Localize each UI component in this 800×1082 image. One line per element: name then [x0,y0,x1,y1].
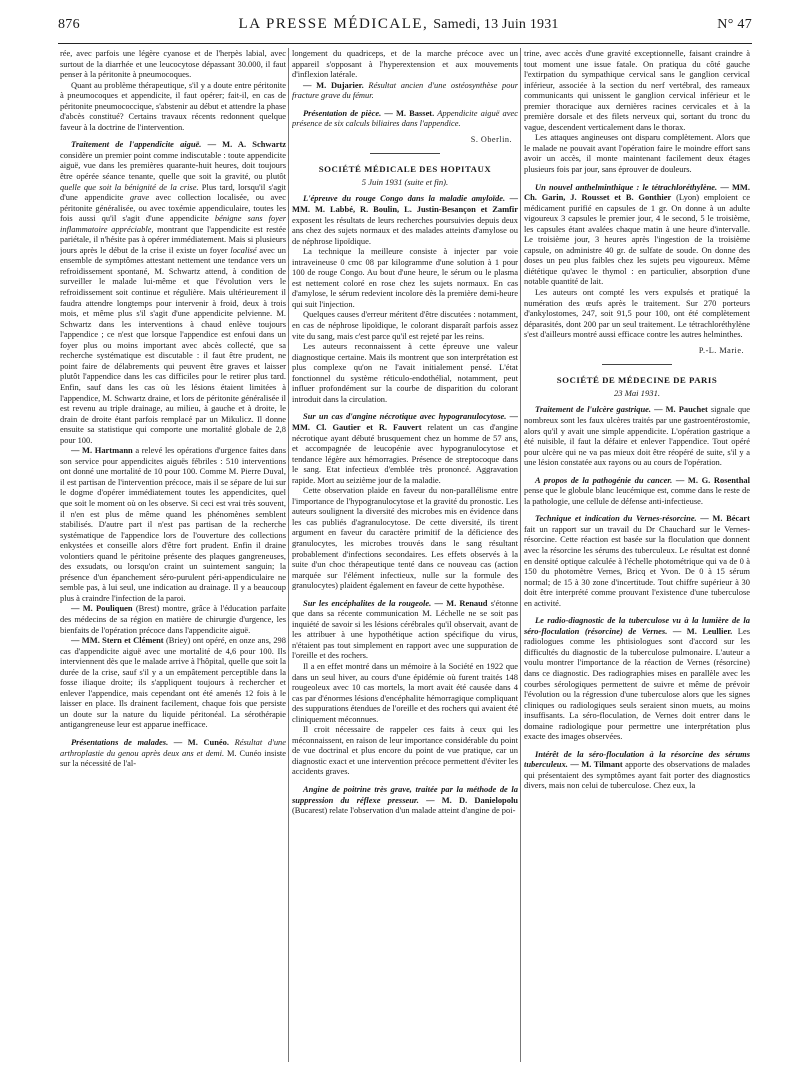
article-author: — MM. Stern et Clément [71,635,164,646]
column-divider-1 [288,48,289,1062]
section-title: SOCIÉTÉ MÉDICALE DES HOPITAUX [318,164,492,175]
paragraph: Quant au problème thérapeutique, s'il y a doute entre péritonite à pneumocoques et appendicite, il faut opérer; fait-il, en cas de péritonite pneumococcique, s'abstenir au début et attendre la phase d'abcès constitué? Certains travaux récents redonnent quelque faveur à la doctrine de l'intervention. [60,79,286,132]
text-run: exposent les résultats de leurs recherches poursuivies depuis deux ans chez des sujets normaux et des malades atteints d'amylose ou de néphrose lipoïdique. [292,214,518,246]
article-presentations [60,737,286,769]
article-author: — M. Basset. [381,107,435,118]
text-run: s'étonne que dans sa récente communication M. Léchelle ne se soit pas inquiété de savoir si les lésions cérébrales qu'il observait, avant de les attribuer à une hypothétique action spécifique du virus, n'étaient pas tout simplement en rapport avec une suppuration de l'oreille et des rochers. [292,597,518,661]
publication-line [80,16,717,33]
article-presentation-piece [292,108,518,129]
article-title: Sur un cas d'angine nécrotique avec hypogranulocytose. [303,411,507,422]
article-author: — M. Bécart [696,513,750,524]
article-appendicite [60,139,286,445]
article-rouge-congo [292,193,518,246]
article-author: — M. Pauchet [651,404,708,415]
article-title: Intérêt de la séro-floculation à la résorcine des sérums tuberculeux. [524,748,750,770]
paragraph: rée, avec parfois une légère cyanose et de l'herpès labial, avec surtout de la diarrhée et une leucocytose dépassant 30.000, il faut penser à la péritonite à pneumocoques. [60,48,286,80]
article-encephalites [292,598,518,661]
column-3 [524,48,750,1062]
column-2 [292,48,518,1062]
issue-number: N° 47 [717,17,752,32]
article-author: — M. Pouliquen [71,603,133,614]
section-rule [370,153,440,154]
article-ulcere [524,404,750,467]
text-run: localisé [230,244,257,255]
paragraph [292,80,518,101]
paragraph: Il a en effet montré dans un mémoire à la Société en 1922 que dans un seul hiver, au cours d'une épidémie où furent traités 148 rougeoleux avec 10 cas mortels, la mort avait été causée dans 4 cas par d'énormes lésions d'encéphalite hémorragique compliquant des suppurations étendues de l'oreille et des rochers qui avaient été cliniquement méconnues. [292,660,518,724]
text-run: Appendicite aiguë avec présence de six calculs biliaires dans l'appendice. [292,107,518,129]
article-author: — M. Dujarier. [303,79,364,90]
text-run: apporte des observations de malades qui présentaient des symptômes ayant fait porter des diagnostics divers, mais non celui de tuberculose. Chez eux, la [524,759,750,791]
paragraph: trine, avec accès d'une gravité exceptionnelle, faisant craindre à tout moment une issue fatale. On pratiqua du côté gauche l'extirpation du sympathique cervical sans le ganglion cervical inférieur, associée à la section du nerf vertébral, des rameaux communicants qui unissent le ganglion cervical inférieur et le premier thoracique aux dernières racines cervicales et à la première dorsale et des filets nerveux qui, sortant du tronc du vague, descendent verticalement dans le thorax. [524,48,750,132]
paragraph: Il croit nécessaire de rappeler ces faits à ceux qui les méconnaissent, en raison de leur importance considérable du point de vue doctrinal et plus encore du point de vue pratique, car un diagnostic exact et une intervention précoce permettent d'éviter les accidents graves. [292,724,518,777]
paragraph: Les auteurs ont compté les vers expulsés et pratiqué la numération des œufs après le traitement. Sur 270 porteurs d'ankylostomes, 247, soit 91,5 pour 100, ont été complètement déparasités, dont 200 par un seul traitement. Le tétrachloréthylène s'est d'ailleurs montré aussi efficace contre les autres helminthes. [524,287,750,340]
text-run: (Bucarest) relate l'observation d'un malade atteint d'angine de poi- [292,805,516,816]
article-author: — M. D. Danielopolu [418,794,518,805]
section-title: SOCIÉTÉ DE MÉDECINE DE PARIS [556,375,718,386]
article-title: Angine de poitrine très grave, traitée par la méthode de la suppression du réflexe presseur. [292,784,518,805]
article-title: Le radio-diagnostic de la tuberculose vu à la lumière de la séro-floculation (résorcine) de Vernes. [524,615,750,636]
text-run: (Briey) ont opéré, en onze ans, 298 cas d'appendicite aiguë avec une mortalité de 4,6 pour 100. Ils interviennent dès que le malade arrive à l'hôpital, quelle que soit la durée de la crise, sauf s'il y a un empâtement perceptible dans la fosse iliaque droite; ils s'appliquent toujours à rechercher et enlever l'appendice, mais cependant ont été amenés 12 fois à le laisser en place. Ils drainent facilement, chaque fois que persiste un doute sur la nature du liquide péritonéal. La sérothérapie antigangreneuse leur est apparue inefficace. [60,635,286,730]
article-title: L'épreuve du rouge Congo dans la maladie amyloïde. [303,193,506,204]
article-author: — M. A. Schwartz [207,139,286,150]
article-sero-floculation [524,749,750,791]
article-angine-necrotique [292,411,518,485]
section-date: 5 Juin 1931 (suite et fin). [361,176,449,187]
section-date: 23 Mai 1931. [613,387,661,398]
article-title: Un nouvel anthelminthique : le tétrachloréthylène. [535,181,718,192]
article-vernes-resorcine [524,513,750,608]
article-author: — M. G. Rosenthal [672,474,750,485]
page-number: 876 [58,17,80,32]
article-title: A propos de la pathogénie du cancer. [535,474,673,485]
article-cancer [524,475,750,507]
article-author: — MM. Cl. Gautier et R. Fauvert [292,411,518,432]
article-title: Présentations de malades. [71,737,169,747]
text-run: a relevé les opérations d'urgence faites dans son service pour appendicites aiguës fébriles : 510 interventions ont donné une mortalité de 10 pour 100. Comme M. Pierre Duval, il est partisan de l'intervention précoce, mais il se sépare de lui sur le dogme d'opérer immédiatement toutes les appendicites, quel que soit le moment où on les observe. Si ceci est vrai très souvent, il n'en est plus de même quand les phénomènes semblent stabilisés. D'autre part il n'est pas partisan de la recherche systématique de l'appendice lors de l'ouverture des collections enkystées et conseille alors d'être fort prudent. Enfin il draine volontiers quand le péritoine présente des plaques gangreneuses, des exsudats, ou lorsqu'on craint un suintement sanguin; la présence d'un épanchement séro-purulent péri-appendiculaire ne semble pas, à lui seul, une indication au drainage. Il y a beaucoup plus à craindre l'infection de la paroi. [60,445,286,603]
article-title: Présentation de pièce. [303,107,382,118]
text-run: montrant que l'appendicite est restée pariétale, il n'hésite pas à opérer immédiatement. Mais si plusieurs jours après le début de la crise il existe un foyer [60,223,286,255]
text-run: signale que nombreux sont les faux ulcères traités par une gastroentérostomie, alors qu'il y avait une simple appendicite. L'opération gastrique a été nuisible, il faut la défaire et enlever l'appendice. Tout opéré pour ulcère qui ne va pas mieux doit être réopéré de suite, s'il y a une lésion constatée aux rayons ou au cours de l'opération. [524,404,750,468]
text-run: avec collection localisée, ou avec péritonite généralisée, ou avec toxémie appendiculaire, toutes les fois aussi qu'il s'agit d'une appendicite [60,192,286,224]
publication-name: LA PRESSE MÉDICALE, [238,16,429,32]
text-run: Résultat d'une arthroplastie du genou après deux ans et demi. [60,737,286,758]
article-author: — MM. Ch. Garin, J. Rousset et B. Gonthier [524,181,750,203]
column-divider-2 [520,48,521,1062]
article-anthelminthique [524,182,750,287]
text-run: fait un rapport sur un travail du Dr Chauchard sur le Vernes-résorcine. Cette réaction est basée sur la floculation que donnent avec la résorcine les sérums des tuberculeux. Le résultat est donné en densité optique calculée à l'échelle photométrique qui va de 0 à 150 du photomètre Vernes, Bricq et Yvon. De 0 à 15 sérum normal; de 15 à 30 zone d'incertitude. Tout chiffre supérieur à 30 doit être interprété comme prouvant l'existence d'une tuberculose en activité. [524,523,750,608]
article-title: Sur les encéphalites de la rougeole. [303,597,432,608]
article-author: — M. Renaud [431,597,488,608]
text-run: (Brest) montre, grâce à l'éducation parfaite des médecins de sa région en matière de chirurgie d'urgence, les bienfaits de l'opération précoce dans l'appendicite aiguë. [60,603,286,635]
header-rule [58,43,752,44]
page-header [58,16,752,42]
paragraph: Les attaques angineuses ont disparu complètement. Alors que le malade ne pouvait avant l'opération faire le moindre effort sans avoir un accès, il monte maintenant facilement deux étages plusieurs fois par jour, sans éprouver de douleurs. [524,132,750,175]
column-1 [60,48,286,1062]
text-run: M. Cunéo insiste sur la nécessité de l'al- [60,747,286,769]
text-run: grave [129,192,150,203]
article-author: — M. Cunéo. [168,737,229,747]
text-run: considère un premier point comme indiscutable : toute appendicite aiguë, vue dans les premières quarante-huit heures, doit toujours être opérée séance tenante, quelle que soit la gravité, ou plutôt [60,149,286,182]
text-run: (Lyon) emploient ce médicament purifié en capsules de 1 gr. On donne à un adulte vigoureux 3 capsules le premier jour, 4 le second, 5 le troisième, les capsules étant avalées chaque matin à une heure d'intervalle. Le troisième jour, 3 heures après l'ingestion de la troisième capsule, on administre 40 gr. de sulfate de soude. On donne des doses un peu plus faibles chez les sujets peu vigoureux. Même diététique qu'avec le thymol : en particulier, absorption d'une notable quantité de lait. [524,192,750,287]
article-title: Traitement de l'appendicite aiguë. [71,139,202,150]
paragraph [60,445,286,603]
text-run: relatent un cas d'angine nécrotique ayant débuté brusquement chez un homme de 57 ans, et accompagnée de leucopénie avec hypogranulocytose et tendance légère aux hémorragies. Présence de streptocoque dans le sang. Etat infectieux d'emblée très prononcé. Aggravation rapide. Mort au seizième jour de la maladie. [292,421,518,485]
paragraph [60,603,286,635]
text-run: Les radiologues comme les phtisiologues sont d'accord sur les difficultés du diagnostic de la tuberculose pulmonaire. L'auteur a voulu montrer l'importance de la réaction de Vernes (résorcine) dans ce diagnostic. Des radiographies mises en parallèle avec les courbes sérologiques permettent de suivre et même de prévoir l'évolution ou la régression d'une tuberculose alors que les signes cliniques ou radiologiques seuls seraient sinon muets, au moins insuffisants. La séro-floculation, de Vernes doit entrer dans le domaine radiologique pour permettre une interprétation plus exacte des images observées. [524,625,750,742]
section-rule [602,364,672,365]
signature: P.-L. Marie. [698,345,744,355]
paragraph: Les auteurs reconnaissent à cette épreuve une valeur diagnostique certaine. Mais ils montrent que son interprétation est plus complexe qu'on ne l'avait initialement pensé. L'état fonctionnel du système réticulo-endothélial, notamment, peut influer profondément sur la courbe de disparition du colorant introduit dans la circulation. [292,341,518,404]
paragraph [60,635,286,730]
issue-date: Samedi, 13 Juin 1931 [433,17,559,32]
text-run: Résultat ancien d'une ostéosynthèse pour fracture grave du fémur. [292,79,518,101]
article-angine-poitrine [292,784,518,816]
paragraph: La technique la meilleure consiste à injecter par voie intraveineuse 0 cmc 08 par kilogramme d'une solution à 1 pour 100 de rouge Congo. Au bout d'une heure, le sérum ou le plasma est nettement coloré en rose chez les sujets normaux. En cas d'amylose, le sérum redevient incolore dès la première demi-heure qui suit l'injection. [292,246,518,309]
signature: S. Oberlin. [470,134,512,144]
text-run: Plus tard, lorsqu'il s'agit d'une appendicite [60,181,286,203]
paragraph: longement du quadriceps, et de la marche précoce avec un appareil s'opposant à l'hyperextension et aux mouvements d'inflexion latérale. [292,48,518,80]
article-author: — M. Leullier. [667,625,733,636]
article-author: — M. Hartmann [71,445,133,456]
article-author: — MM. M. Labbé, R. Boulin, L. Justin-Besançon et Zamfir [292,193,518,215]
text-run: bénigne sans foyer inflammatoire appréciable, [60,213,286,234]
paragraph: Cette observation plaide en faveur du non-parallélisme entre l'importance de l'hypogranulocytose et la gravité du pronostic. Les auteurs soulignent la diversité des microbes mis en évidence dans les cas publiés d'agranulocytose. De cette diversité, ils tirent argument en faveur du caractère primitif de la déficience des granulocytes, les microbes trouvés dans le sang résultant probablement d'infections secondaires. Les effets observés à la suite d'un choc thérapeutique tenté dans ce nouveau cas (action marquée sur l'élément infectieux, nulle sur la formule des granulocytes) plaident également en faveur de cette hypothèse. [292,485,518,591]
text-run: avec un ensemble de symptômes attestant nettement une tendance vers un refroidissement spontané, M. Schwartz attend, à condition de surveiller le malade lui-même et que l'évolution vers le refroidissement soit continue et régulière. Mais ultérieurement il faudra attendre longtemps pour intervenir à froid, deux à trois mois, et même plus s'il s'agit d'une appendicite pelvienne. M. Schwartz dans les interventions à chaud enlève toujours l'appendice ; ce n'est que lorsque l'appendice est enfoui dans un foyer plus ou moins important avec abcès collecté, que sa recherche systématique est discutable : il faut être prudent, ne point faire de délabrements qui peuvent être graves et laisser plutôt l'appendice dans les cas difficiles pour le retirer plus tard. Enfin, sauf dans les cas où les lésions étaient limitées à l'appendice, M. Schwartz draine, et lors de péritonite généralisée il est revenu au triple drainage, au milieu, à gauche et à droite, le drain de droite étant parfois remplacé par un Mikulicz. Il donne ensuite sa statistique qui comporte une mortalité globale de 2,8 pour 100. [60,244,286,445]
article-radio-diagnostic [524,615,750,742]
paragraph: Quelques causes d'erreur méritent d'être discutées : notamment, en cas de néphrose lipoïdique, le colorant disparaît parfois assez vite du sang, mais c'est parce qu'il est rejeté par les reins. [292,309,518,341]
article-title: Technique et indication du Vernes-résorcine. [535,513,697,524]
article-title: Traitement de l'ulcère gastrique. [535,404,651,415]
article-author: — M. Tilmant [567,759,623,770]
text-run: pense que le globule blanc leucémique est, comme dans le reste de la pathologie, une cellule de défense anti-infectieuse. [524,485,750,506]
text-run: quelle que soit la bénignité de la crise. [60,181,199,192]
